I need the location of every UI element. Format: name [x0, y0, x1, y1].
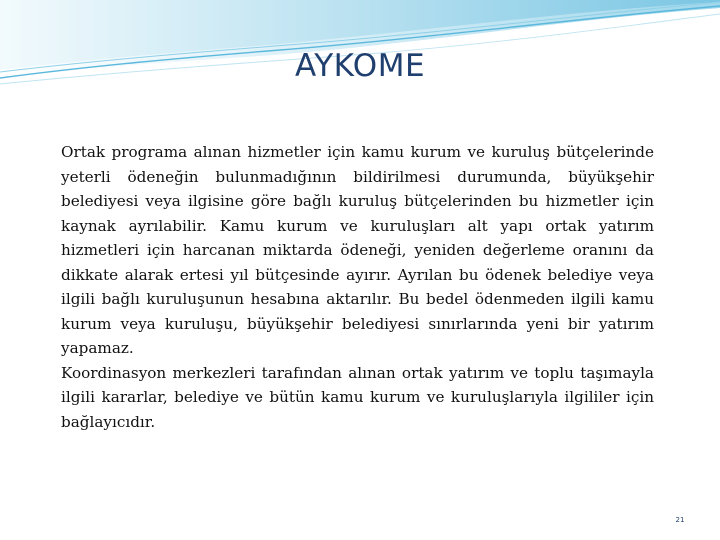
slide-title: AYKOME: [294, 48, 426, 84]
paragraph-2: Koordinasyon merkezleri tarafından alınan ortak yatırım ve toplu taşımayla ilgili kararlar, belediye ve bütün kamu kurum ve kuruluşlarıyla ilgililer için bağlayıcıdır.: [61, 363, 654, 431]
page-number: 21: [675, 516, 685, 524]
paragraph-1: Ortak programa alınan hizmetler için kamu kurum ve kuruluş bütçelerinde yeterli ödeneğin bulunmadığının bildirilmesi durumunda, büyükşehir belediyesi veya ilgisine göre bağlı kuruluş bütçelerinden bu hizmetler için kaynak ayrılabilir. Kamu kurum ve kuruluşları alt yapı ortak yatırım hizmetleri için harcanan miktarda ödeneği, yeniden değerleme oranını da dikkate alarak ertesi yıl bütçesinde ayırır. Ayrılan bu ödenek belediye veya ilgili bağlı kuruluşunun hesabına aktarılır. Bu bedel ödenmeden ilgili kamu kurum veya kuruluşu, büyükşehir belediyesi sınırlarında yeni bir yatırım yapamaz.: [61, 143, 654, 357]
body-text: [61, 140, 654, 434]
